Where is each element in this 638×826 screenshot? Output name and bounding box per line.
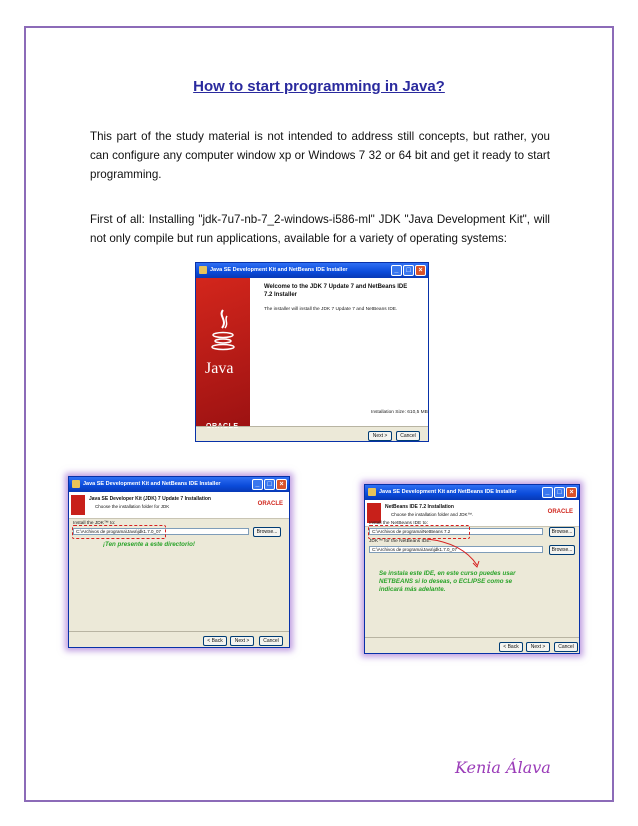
welcome-heading: Welcome to the JDK 7 Update 7 and NetBeans IDE 7.2 Installer	[264, 284, 408, 298]
jdk-select[interactable]: C:\Archivos de programa\Java\jdk1.7.0_07	[369, 546, 543, 553]
close-icon[interactable]: ×	[566, 487, 577, 498]
minimize-icon[interactable]: _	[391, 265, 402, 276]
java-cup-icon	[210, 308, 236, 354]
installer-header	[69, 492, 289, 519]
divider	[196, 426, 428, 427]
install-to-label: Install the NetBeans IDE to:	[369, 521, 428, 526]
back-button[interactable]: < Back	[203, 636, 227, 646]
netbeans-install-screenshot	[364, 484, 580, 654]
install-paragraph: First of all: Installing "jdk-7u7-nb-7_2-windows-i586-ml" JDK "Java Development Kit", will not only compile but run applications, available for a variety of operating systems:	[90, 213, 550, 245]
app-icon	[72, 480, 80, 488]
maximize-icon[interactable]: □	[403, 265, 414, 276]
curved-arrow-icon	[425, 537, 485, 571]
maximize-icon[interactable]: □	[264, 479, 275, 490]
window-titlebar	[69, 477, 289, 492]
next-button[interactable]: Next >	[368, 431, 392, 441]
java-logo-icon	[71, 495, 85, 515]
window-title: Java SE Development Kit and NetBeans IDE Installer	[379, 489, 517, 495]
highlight-box	[72, 525, 166, 539]
java-logo-text: Java	[205, 360, 234, 377]
close-icon[interactable]: ×	[276, 479, 287, 490]
maximize-icon[interactable]: □	[554, 487, 565, 498]
cancel-button[interactable]: Cancel	[259, 636, 283, 646]
install-size: Installation Size: 610,5 MB	[371, 410, 428, 415]
close-icon[interactable]: ×	[415, 265, 426, 276]
cancel-button[interactable]: Cancel	[554, 642, 578, 652]
java-logo-icon	[367, 503, 381, 523]
browse-button-2[interactable]: Browse...	[549, 545, 575, 555]
app-icon	[199, 266, 207, 274]
window-titlebar	[196, 263, 428, 278]
browse-button[interactable]: Browse...	[549, 527, 575, 537]
step-subheading: Choose the installation folder for JDK	[95, 504, 170, 509]
install-to-label: Install the JDK™ to:	[73, 521, 116, 526]
jdk-for-netbeans-label: JDK™ for the NetBeans IDE:	[369, 539, 431, 544]
intro-paragraph: This part of the study material is not intended to address still concepts, but rather, you can configure any computer window xp or Windows 7 32 or 64 bit and get it ready to start programming.	[90, 130, 550, 181]
step-subheading: Choose the installation folder and JDK™.	[391, 512, 474, 517]
installer-note: The installer will install the JDK 7 Update 7 and NetBeans IDE.	[264, 307, 398, 312]
browse-button[interactable]: Browse...	[253, 527, 281, 537]
cancel-button[interactable]: Cancel	[396, 431, 420, 441]
oracle-logo: ORACLE	[547, 509, 573, 515]
next-button[interactable]: Next >	[526, 642, 550, 652]
oracle-logo: ORACLE	[257, 501, 283, 507]
jdk-path-input[interactable]: C:\Archivos de programa\Java\jdk1.7.0_07	[73, 528, 249, 535]
minimize-icon[interactable]: _	[252, 479, 263, 490]
back-button[interactable]: < Back	[499, 642, 523, 652]
divider	[69, 631, 289, 632]
annotation-note: Se instala este IDE, en este curso puedes usar NETBEANS si lo deseas, o ECLIPSE como se indicará más adelante.	[379, 570, 516, 593]
page-title: How to start programming in Java?	[193, 78, 445, 95]
installer-body	[250, 278, 428, 426]
window-title: Java SE Development Kit and NetBeans IDE Installer	[210, 267, 348, 273]
step-heading: Java SE Developer Kit (JDK) 7 Update 7 Installation	[89, 496, 211, 502]
annotation-note: ¡Ten presente a este directorio!	[103, 541, 195, 548]
author-signature: Kenia Álava	[455, 758, 551, 777]
netbeans-path-input[interactable]: C:\Archivos de programa\NetBeans 7.2	[369, 528, 543, 535]
divider	[365, 637, 579, 638]
window-titlebar	[365, 485, 579, 500]
window-title: Java SE Development Kit and NetBeans IDE Installer	[83, 481, 221, 487]
app-icon	[368, 488, 376, 496]
step-heading: NetBeans IDE 7.2 Installation	[385, 504, 454, 510]
jdk-install-screenshot	[68, 476, 290, 648]
installer-welcome-screenshot	[195, 262, 429, 442]
java-banner	[196, 278, 250, 426]
next-button[interactable]: Next >	[230, 636, 254, 646]
minimize-icon[interactable]: _	[542, 487, 553, 498]
